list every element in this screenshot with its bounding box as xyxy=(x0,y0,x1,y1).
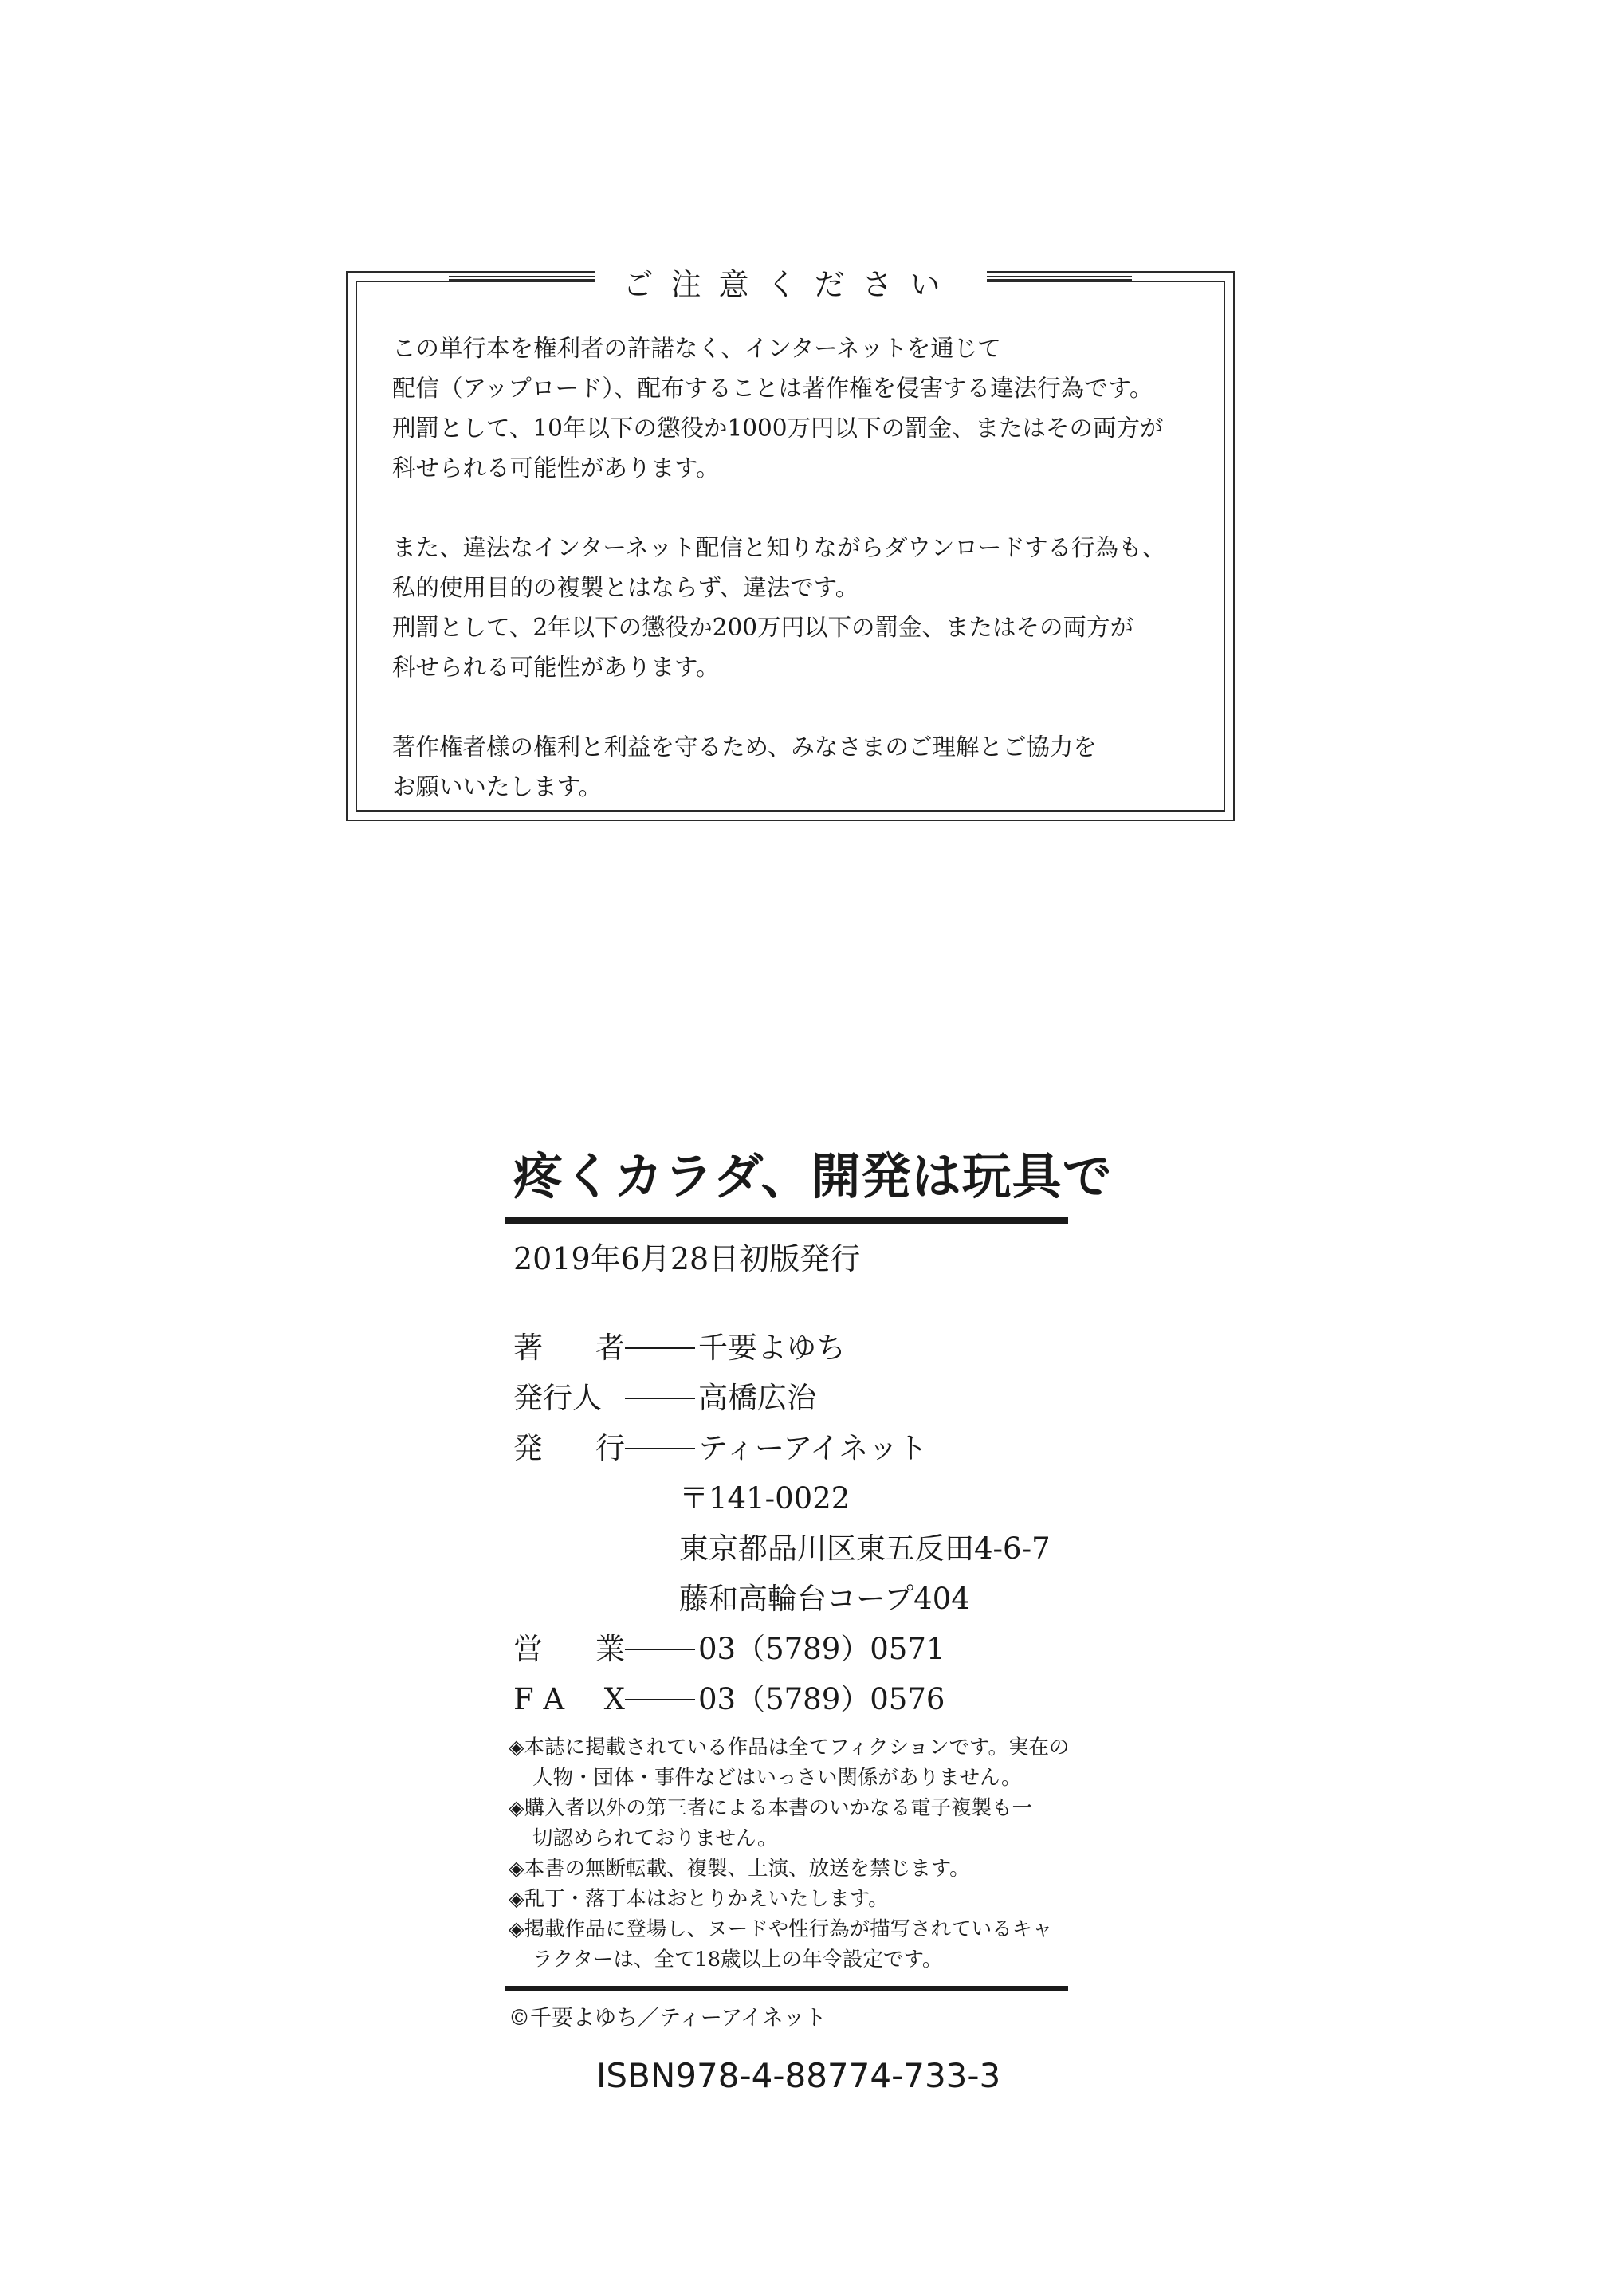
note-line: 切認められておりません。 xyxy=(532,1826,778,1850)
address-postal-code: 〒141-0022 xyxy=(679,1481,851,1516)
author-name: 千要よゆち xyxy=(698,1331,846,1365)
label-char: 業 xyxy=(595,1632,625,1666)
notice-line: 刑罰として、2年以下の懲役か200万円以下の罰金、またはその両方が xyxy=(392,614,1133,641)
credit-publisher xyxy=(505,1423,1071,1473)
colophon xyxy=(505,1140,1113,2100)
credit-dash xyxy=(625,1699,695,1700)
sales-phone: 03（5789）0571 xyxy=(698,1632,945,1666)
note-item xyxy=(509,1793,1071,1854)
notice-title: ご注意ください xyxy=(594,260,986,304)
contact-fax xyxy=(505,1674,1071,1724)
publication-date: 2019年6月28日初版発行 xyxy=(513,1241,861,1276)
note-item xyxy=(509,1914,1071,1975)
copyright: ©千要よゆち／ティーアイネット xyxy=(509,2006,827,2031)
credit-dash xyxy=(625,1448,695,1449)
book-title: 疼くカラダ、開発は玩具で xyxy=(513,1147,1113,1205)
label-char: 行 xyxy=(595,1431,625,1465)
label-char: F A xyxy=(513,1682,565,1716)
credit-label xyxy=(505,1373,625,1423)
note-item xyxy=(509,1732,1071,1793)
credit-author xyxy=(505,1323,1071,1373)
contact-sales xyxy=(505,1624,1071,1674)
legal-notes xyxy=(509,1732,1071,1975)
bottom-rule xyxy=(505,1986,1068,1991)
credit-label xyxy=(505,1624,625,1674)
credit-dash xyxy=(625,1649,695,1650)
label-char: 営 xyxy=(513,1632,543,1666)
credit-dash xyxy=(625,1398,695,1399)
notice-line: また、違法なインターネット配信と知りながらダウンロードする行為も、 xyxy=(392,534,1165,561)
note-line: ラクターは、全て18歳以上の年令設定です。 xyxy=(532,1948,943,1972)
notice-line: 刑罰として、10年以下の懲役か1000万円以下の罰金、またはその両方が xyxy=(392,415,1164,442)
label-char: 著 xyxy=(513,1331,543,1365)
isbn: ISBN978-4-88774-733-3 xyxy=(596,2056,1001,2095)
note-item xyxy=(509,1854,1071,1884)
label-char: X xyxy=(603,1682,625,1716)
note-line: ◈本誌に掲載されている作品は全てフィクションです。実在の xyxy=(509,1736,1070,1759)
notice-inner-frame xyxy=(356,267,1225,812)
notice-line: 科せられる可能性があります。 xyxy=(392,654,720,681)
note-line: ◈乱丁・落丁本はおとりかえいたします。 xyxy=(509,1887,889,1911)
credit-publisher-person xyxy=(505,1373,1071,1423)
title-rule xyxy=(505,1217,1068,1224)
credits xyxy=(505,1323,1071,1724)
address-line-1: 東京都品川区東五反田4-6-7 xyxy=(679,1531,1051,1566)
label-char: 発 xyxy=(513,1431,543,1465)
credit-label xyxy=(505,1674,625,1724)
fax-number: 03（5789）0576 xyxy=(698,1682,945,1716)
notice-body xyxy=(392,328,1205,807)
credit-label xyxy=(505,1423,625,1473)
notice-line: 私的使用目的の複製とはならず、違法です。 xyxy=(392,574,859,601)
notice-line: 著作権者様の権利と利益を守るため、みなさまのご理解とご協力を xyxy=(392,733,1097,761)
notice-paragraph-2 xyxy=(392,528,1205,687)
credit-label xyxy=(505,1323,625,1373)
publisher-name: ティーアイネット xyxy=(698,1431,928,1465)
label-char: 者 xyxy=(595,1331,625,1365)
notice-line: 配信（アップロード）、配布することは著作権を侵害する違法行為です。 xyxy=(392,375,1153,402)
label-char: 発行人 xyxy=(513,1381,602,1415)
publisher-person-name: 高橋広治 xyxy=(698,1381,816,1415)
note-line: ◈掲載作品に登場し、ヌードや性行為が描写されているキャ xyxy=(509,1917,1053,1941)
notice-box xyxy=(346,267,1235,821)
note-item xyxy=(509,1884,1071,1914)
address-line-2: 藤和高輪台コープ404 xyxy=(679,1582,970,1616)
note-line: ◈本書の無断転載、複製、上演、放送を禁じます。 xyxy=(509,1857,970,1881)
notice-line: お願いいたします。 xyxy=(392,773,603,800)
notice-paragraph-3 xyxy=(392,727,1205,807)
credit-dash xyxy=(625,1347,695,1349)
note-line: ◈購入者以外の第三者による本書のいかなる電子複製も一 xyxy=(509,1796,1033,1820)
notice-line: 科せられる可能性があります。 xyxy=(392,454,720,482)
notice-line: この単行本を権利者の許諾なく、インターネットを通じて xyxy=(392,335,1001,362)
note-line: 人物・団体・事件などはいっさい関係がありません。 xyxy=(532,1766,1022,1790)
notice-paragraph-1 xyxy=(392,328,1205,488)
